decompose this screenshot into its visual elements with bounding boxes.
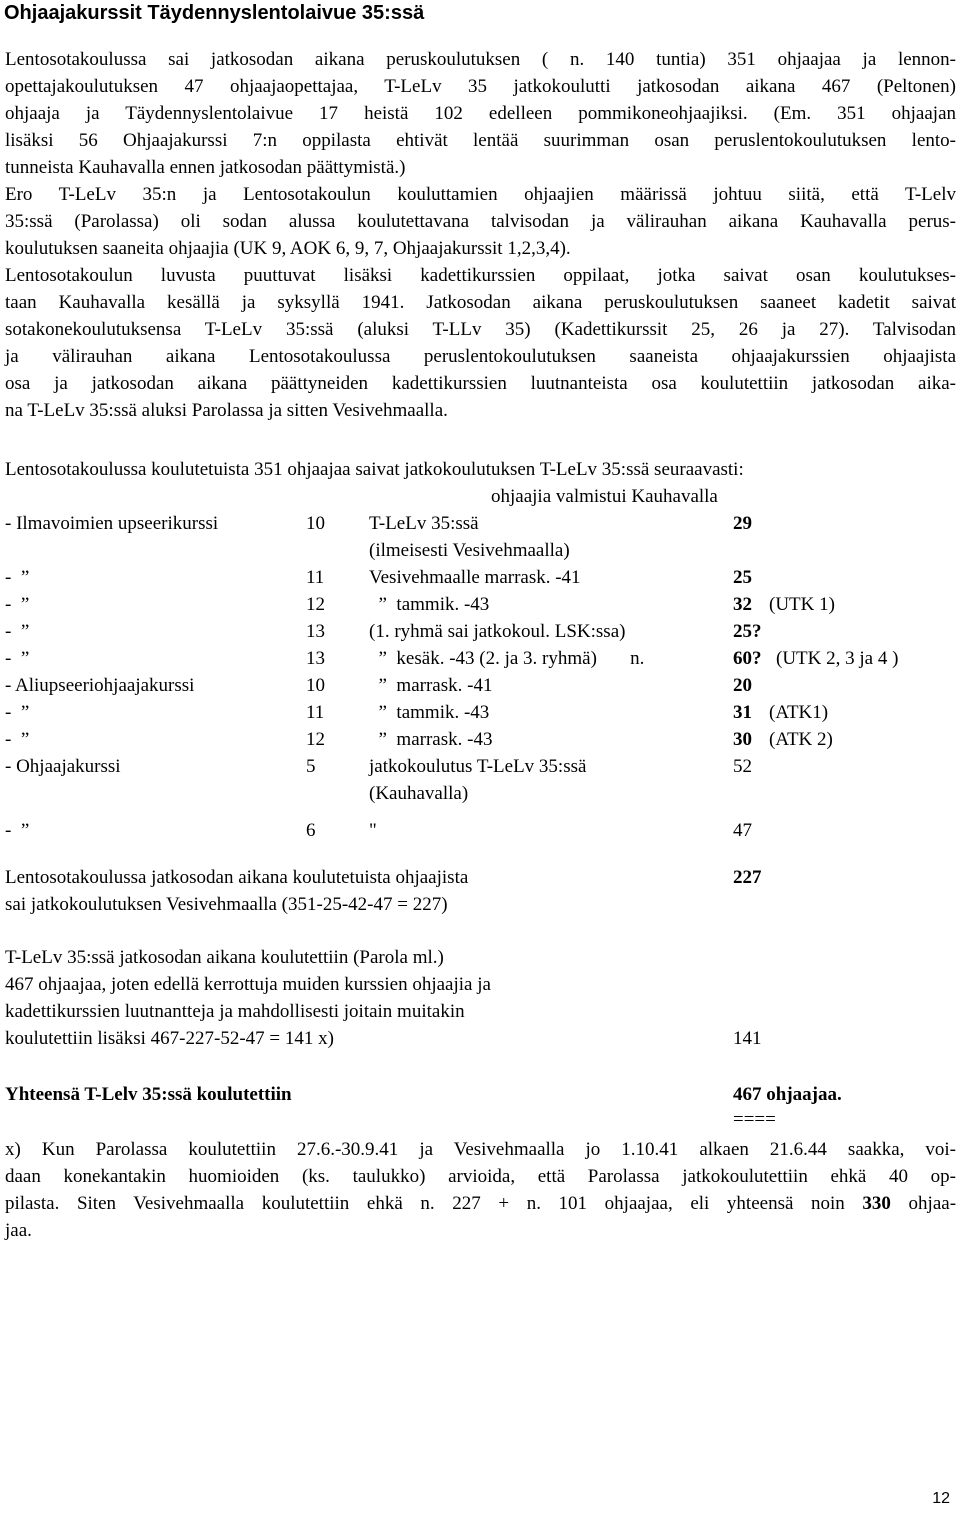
footnote-text: pilasta. Siten Vesivehmaalla koulutettiin ehkä n. 227 + n. 101 ohjaajaa, eli yhteensä noin — [5, 1193, 845, 1214]
footnote-line: jaa. — [5, 1220, 32, 1241]
description-cell: ” marrask. -41 — [369, 675, 493, 696]
course-cell: - ” — [5, 621, 30, 642]
summary-text: sai jatkokoulutuksen Vesivehmaalla (351-25-42-47 = 227) — [5, 894, 448, 915]
intro-line: lisäksi 56 Ohjaajakurssi 7:n oppilasta ehtivät lentää suurimman osan peruslentokoulutuksen lento- — [5, 130, 956, 151]
summary-text: kadettikurssien luutnantteja ja mahdollisesti joitain muitakin — [5, 1001, 465, 1022]
total-underline: ==== — [733, 1109, 776, 1130]
page-title: Ohjaajakurssit Täydennyslentolaivue 35:ssä — [4, 2, 425, 24]
table-row — [0, 753, 960, 780]
course-number-cell: 6 — [306, 820, 316, 841]
footnote-line: daan konekantakin huomioiden (ks. taulukko) arvioida, että Parolassa jatkokoulutettiin ehkä 40 op- — [5, 1166, 956, 1187]
intro-line: taan Kauhavalla kesällä ja syksyllä 1941. Jatkosodan aikana peruskoulutuksen saaneet kadetit saivat — [5, 292, 956, 313]
total-label: Yhteensä T-Lelv 35:ssä koulutettiin — [5, 1084, 292, 1105]
footnote-line — [5, 1190, 956, 1217]
description-cell: ” kesäk. -43 (2. ja 3. ryhmä) n. — [369, 648, 645, 669]
count-cell: 31 — [733, 702, 752, 723]
table-row — [0, 672, 960, 699]
table-row — [0, 510, 960, 537]
description-cell: (1. ryhmä sai jatkokoul. LSK:ssa) — [369, 621, 626, 642]
intro-line: Ero T-LeLv 35:n ja Lentosotakoulun kouluttamien ohjaajien määrissä johtuu siitä, että T-Lelv — [5, 184, 956, 205]
summary-text: T-LeLv 35:ssä jatkosodan aikana koulutettiin (Parola ml.) — [5, 947, 444, 968]
summary-text: Lentosotakoulussa jatkosodan aikana koulutetuista ohjaajista — [5, 867, 469, 888]
note-cell: (UTK 1) — [769, 594, 835, 615]
summary-row — [0, 998, 960, 1025]
table-row — [0, 726, 960, 753]
note-cell: (ATK1) — [769, 702, 829, 723]
intro-line: osa ja jatkosodan aikana päättyneiden kadettikurssien luutnanteista osa koulutettiin jatkosodan aika- — [5, 373, 956, 394]
course-cell: - ” — [5, 648, 30, 669]
course-cell: - Ohjaajakurssi — [5, 756, 121, 777]
count-cell: 47 — [733, 820, 752, 841]
footnote-emphasis: 330 — [862, 1193, 891, 1214]
intro-line: 35:ssä (Parolassa) oli sodan alussa koulutettavana talvisodan ja välirauhan aikana Kauhavalla perus- — [5, 211, 956, 232]
table-row — [0, 564, 960, 591]
count-cell: 25? — [733, 621, 762, 642]
description-cell: ” marrask. -43 — [369, 729, 493, 750]
count-cell: 60? — [733, 648, 762, 669]
summary-row — [0, 864, 960, 891]
description-cell: jatkokoulutus T-LeLv 35:ssä — [369, 756, 587, 777]
description-cell: (Kauhavalla) — [369, 783, 469, 804]
footnote-text: ohjaa- — [908, 1193, 957, 1214]
course-number-cell: 12 — [306, 729, 325, 750]
count-cell: 30 — [733, 729, 752, 750]
total-row — [0, 1081, 960, 1108]
summary-text: koulutettiin lisäksi 467-227-52-47 = 141 x) — [5, 1028, 334, 1049]
footnote-line: x) Kun Parolassa koulutettiin 27.6.-30.9.41 ja Vesivehmaalla jo 1.10.41 alkaen 21.6.44 saakka, voi- — [5, 1139, 956, 1160]
count-cell: 20 — [733, 675, 752, 696]
intro-line: sotakonekoulutuksensa T-LeLv 35:ssä (aluksi T-LLv 35) (Kadettikurssit 25, 26 ja 27). Talvisodan — [5, 319, 956, 340]
description-cell: T-LeLv 35:ssä — [369, 513, 479, 534]
intro-line: ohjaaja ja Täydennyslentolaivue 17 heistä 102 edelleen pommikoneohjaajiksi. (Em. 351 ohjaajan — [5, 103, 956, 124]
page-number: 12 — [932, 1490, 950, 1507]
summary-row — [0, 1025, 960, 1052]
description-cell: " — [369, 820, 377, 841]
course-cell: - Ilmavoimien upseerikurssi — [5, 513, 219, 534]
course-cell: - ” — [5, 729, 30, 750]
course-number-cell: 11 — [306, 567, 325, 588]
intro-line: tunneista Kauhavalla ennen jatkosodan päättymistä.) — [5, 157, 406, 178]
intro-line: Lentosotakoulun luvusta puuttuvat lisäksi kadettikurssien oppilaat, jotka saivat osan koulutukses- — [5, 265, 956, 286]
note-cell: (ATK 2) — [769, 729, 833, 750]
intro-line: ja välirauhan aikana Lentosotakoulussa peruslentokoulutuksen saaneista ohjaajakurssien ohjaajista — [5, 346, 956, 367]
table-row — [0, 645, 960, 672]
course-number-cell: 5 — [306, 756, 316, 777]
table-row — [0, 618, 960, 645]
course-number-cell: 13 — [306, 621, 325, 642]
count-cell: 29 — [733, 513, 752, 534]
summary-text: 467 ohjaajaa, joten edellä kerrottuja muiden kurssien ohjaajia ja — [5, 974, 491, 995]
table-row — [0, 780, 960, 807]
course-cell: - Aliupseeriohjaajakurssi — [5, 675, 195, 696]
summary-value: 227 — [733, 867, 762, 888]
table-header-text: ohjaajia valmistui Kauhavalla — [491, 486, 718, 507]
summary-value: 141 — [733, 1028, 762, 1049]
course-cell: - ” — [5, 594, 30, 615]
footnote-paragraph — [5, 1136, 956, 1244]
count-cell: 25 — [733, 567, 752, 588]
intro-line: koulutuksen saaneita ohjaajia (UK 9, AOK 6, 9, 7, Ohjaajakurssit 1,2,3,4). — [5, 238, 571, 259]
description-cell: ” tammik. -43 — [369, 594, 490, 615]
course-cell: - ” — [5, 567, 30, 588]
intro-paragraph — [5, 46, 956, 424]
table-intro-text: Lentosotakoulussa koulutetuista 351 ohjaajaa saivat jatkokoulutuksen T-LeLv 35:ssä seuraavasti: — [5, 459, 744, 480]
summary-row — [0, 944, 960, 971]
intro-line: na T-LeLv 35:ssä aluksi Parolassa ja sitten Vesivehmaalla. — [5, 400, 448, 421]
intro-line: opettajakoulutuksen 47 ohjaajaopettajaa, T-LeLv 35 jatkokoulutti jatkosodan aikana 467 (Peltonen) — [5, 76, 956, 97]
course-number-cell: 12 — [306, 594, 325, 615]
course-number-cell: 13 — [306, 648, 325, 669]
description-cell: Vesivehmaalle marrask. -41 — [369, 567, 581, 588]
description-cell: (ilmeisesti Vesivehmaalla) — [369, 540, 570, 561]
course-cell: - ” — [5, 820, 30, 841]
course-number-cell: 11 — [306, 702, 325, 723]
table-row — [0, 537, 960, 564]
note-cell: (UTK 2, 3 ja 4 ) — [776, 648, 899, 669]
table-row — [0, 699, 960, 726]
description-cell: ” tammik. -43 — [369, 702, 490, 723]
course-number-cell: 10 — [306, 513, 325, 534]
intro-line: Lentosotakoulussa sai jatkosodan aikana peruskoulutuksen ( n. 140 tuntia) 351 ohjaajaa ja lennon- — [5, 49, 956, 70]
course-number-cell: 10 — [306, 675, 325, 696]
count-cell: 52 — [733, 756, 752, 777]
summary-row — [0, 971, 960, 998]
table-row — [0, 591, 960, 618]
table-row — [0, 817, 960, 844]
count-cell: 32 — [733, 594, 752, 615]
table-intro — [0, 456, 960, 483]
course-cell: - ” — [5, 702, 30, 723]
table-header — [0, 483, 960, 510]
summary-row — [0, 891, 960, 918]
total-value: 467 ohjaajaa. — [733, 1084, 842, 1105]
total-underline-row — [0, 1106, 960, 1133]
